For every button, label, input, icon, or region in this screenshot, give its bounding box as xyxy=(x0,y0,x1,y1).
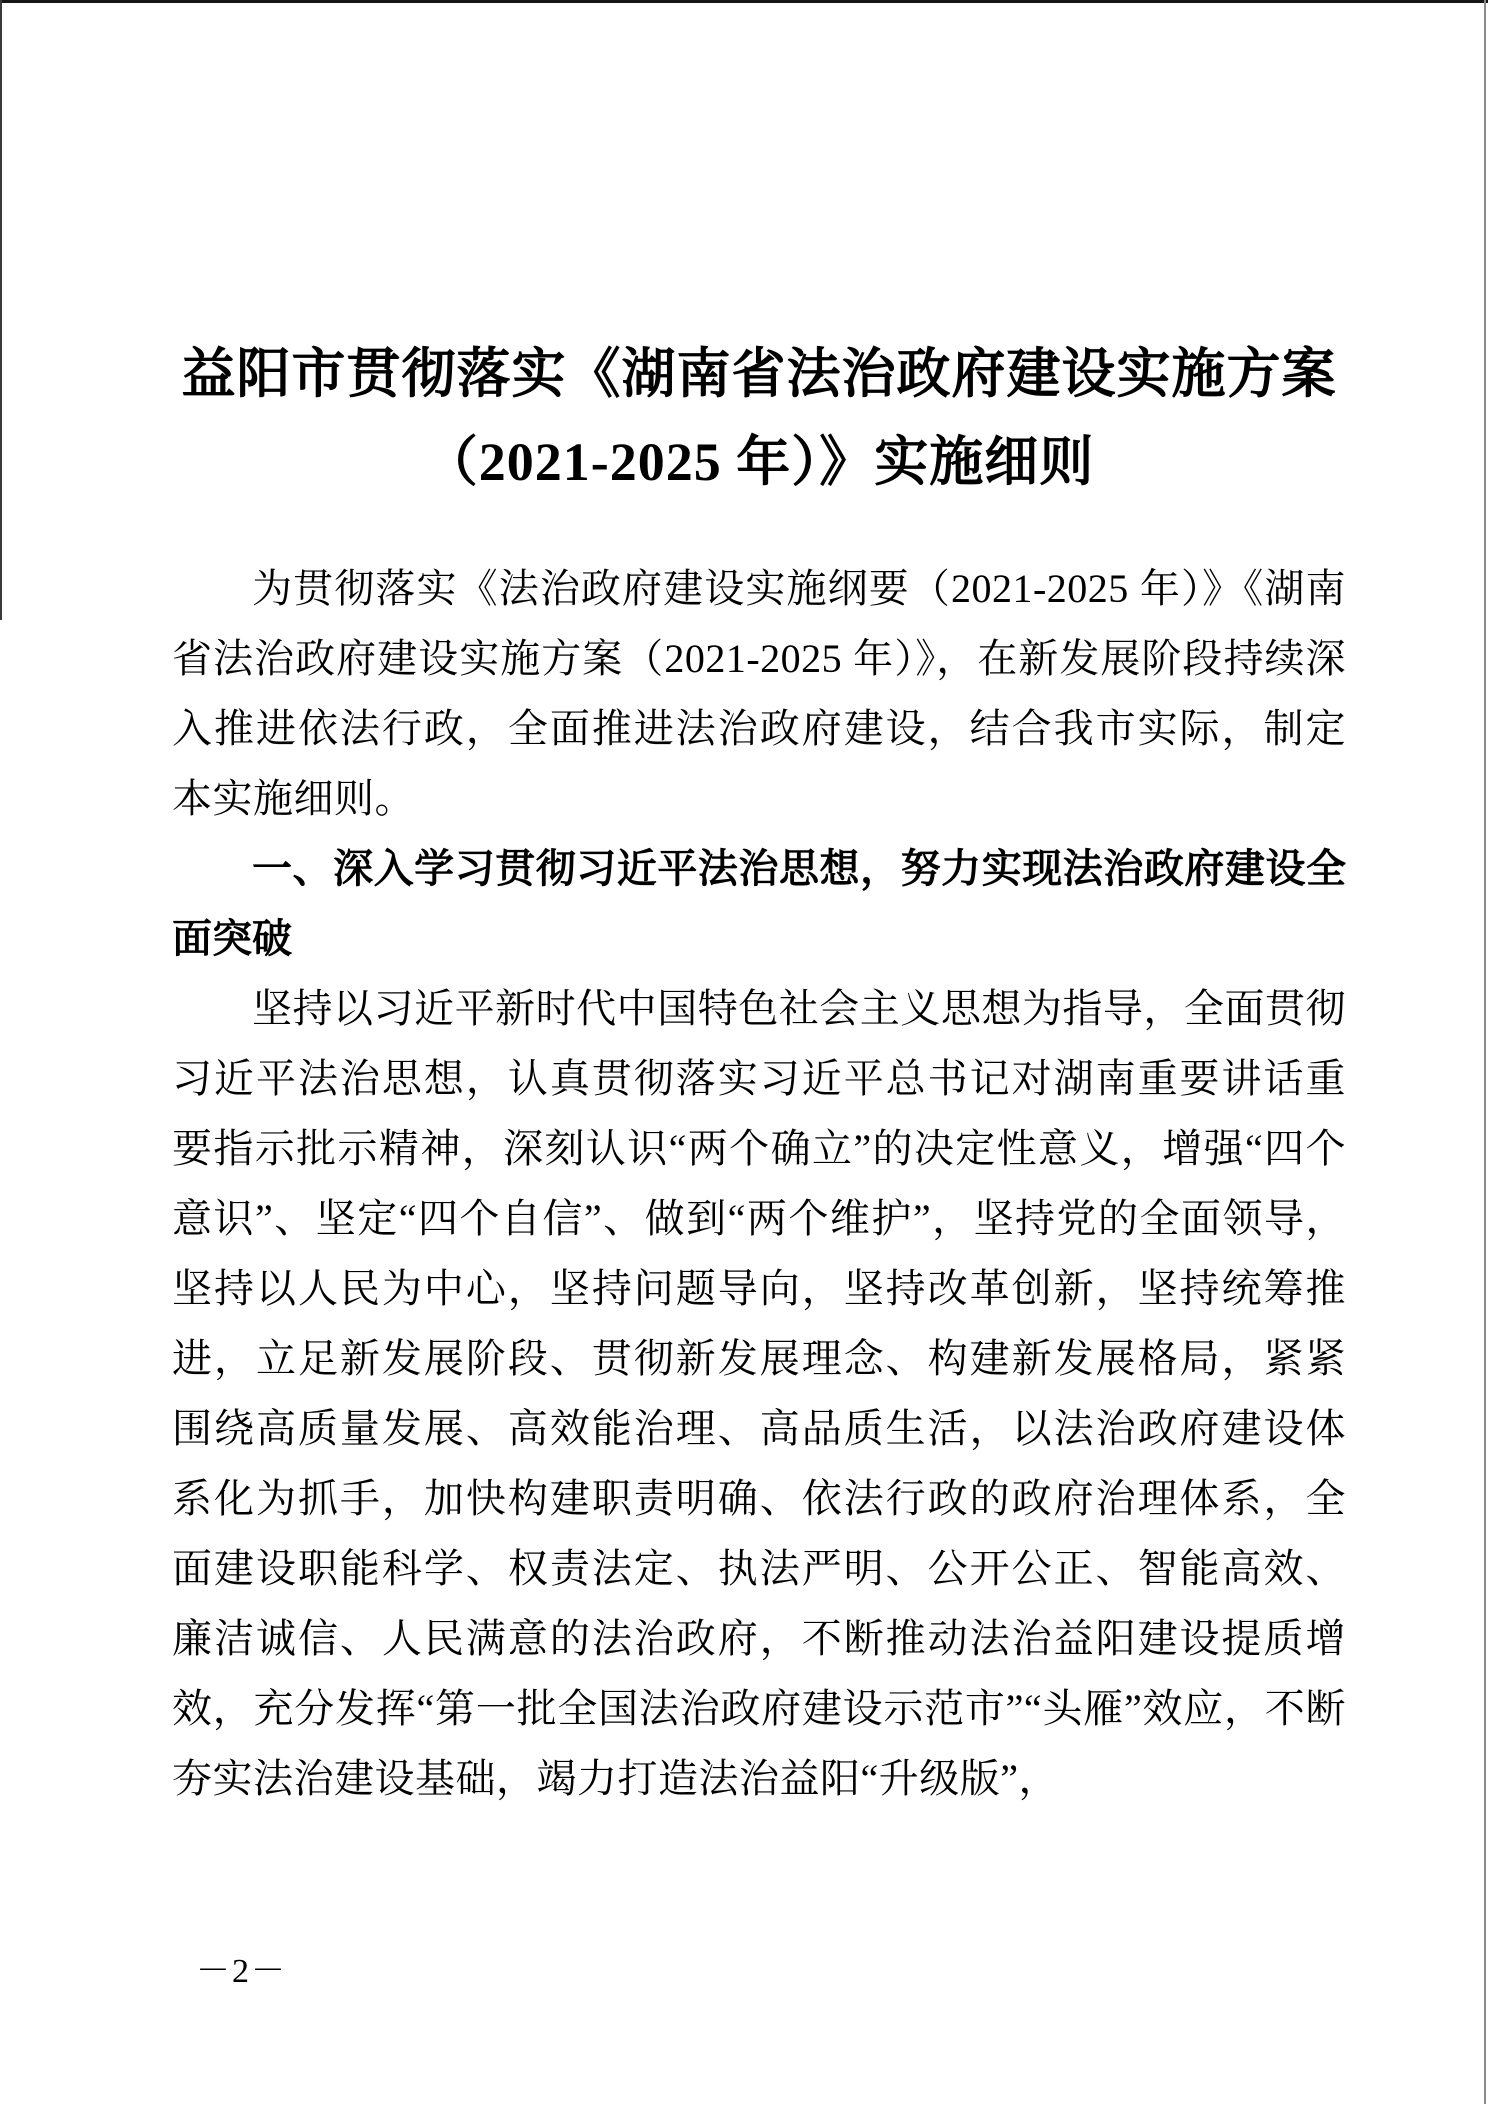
document-title-line-1: 益阳市贯彻落实《湖南省法治政府建设实施方案 xyxy=(181,344,1337,404)
section-heading-1: 一、深入学习贯彻习近平法治思想，努力实现法治政府建设全面突破 xyxy=(172,847,1346,961)
scan-edge-top xyxy=(0,0,1488,3)
scan-edge-right xyxy=(1484,0,1486,2104)
document-title xyxy=(0,0,1488,506)
paragraph-preamble: 为贯彻落实《法治政府建设实施纲要（2021-2025 年）》《湖南省法治政府建设实施方案（2021-2025 年）》，在新发展阶段持续深入推进依法行政，全面推进法治政府建设，结合我市实际，制定本实施细则。 xyxy=(172,566,1346,821)
paragraph-section-1-body: 坚持以习近平新时代中国特色社会主义思想为指导，全面贯彻习近平法治思想，认真贯彻落实习近平总书记对湖南重要讲话重要指示批示精神，深刻认识“两个确立”的决定性意义，增强“四个意识”、坚定“四个自信”、做到“两个维护”，坚持党的全面领导，坚持以人民为中心，坚持问题导向，坚持改革创新，坚持统筹推进，立足新发展阶段、贯彻新发展理念、构建新发展格局，紧紧围绕高质量发展、高效能治理、高品质生活，以法治政府建设体系化为抓手，加快构建职责明确、依法行政的政府治理体系，全面建设职能科学、权责法定、执法严明、公开公正、智能高效、廉洁诚信、人民满意的法治政府，不断推动法治益阳建设提质增效，充分发挥“第一批全国法治政府建设示范市”“头雁”效应，不断夯实法治建设基础，竭力打造法治益阳“升级版”， xyxy=(172,986,1346,1801)
document-body xyxy=(0,506,1488,1814)
scan-edge-left xyxy=(0,0,2,620)
document-title-line-2: （2021-2025 年）》实施细则 xyxy=(423,432,1095,492)
page-number: －2－ xyxy=(196,1953,287,1990)
